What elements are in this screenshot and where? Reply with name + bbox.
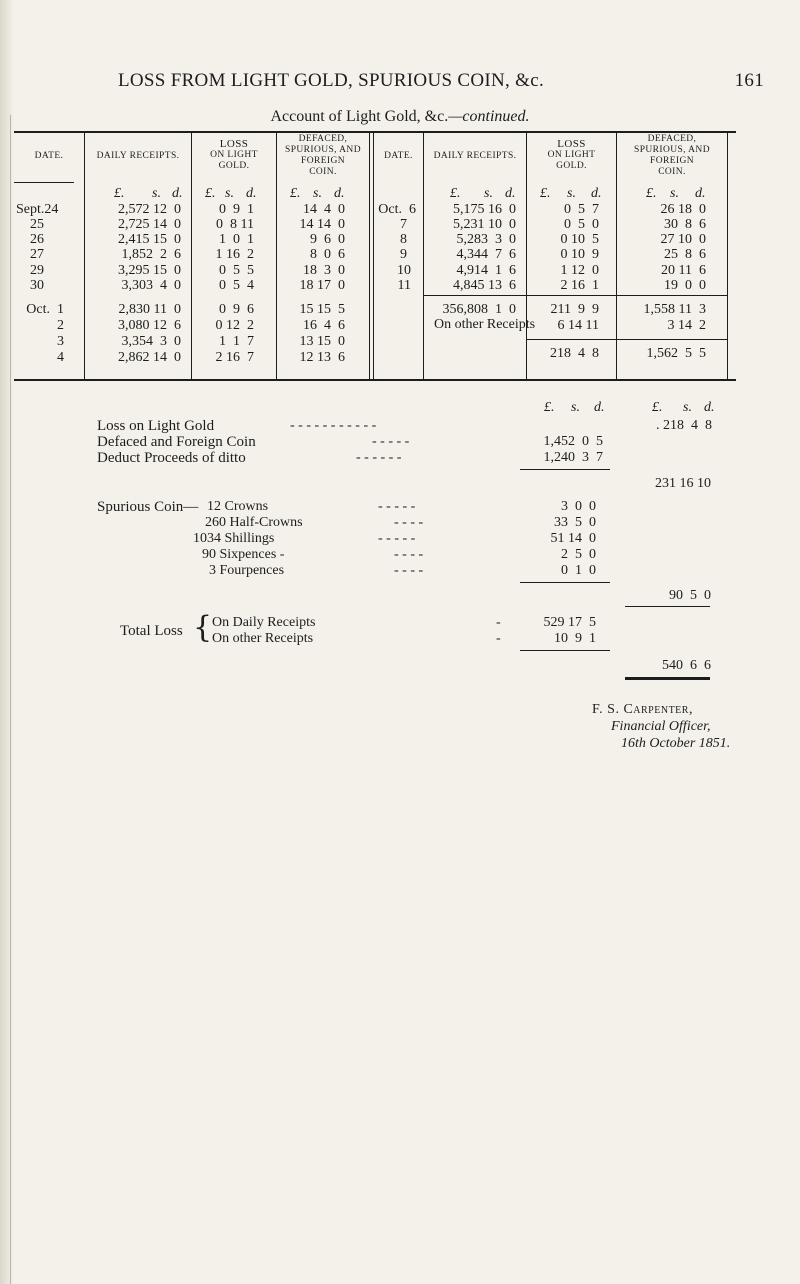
row-receipts: 5,283 3 0 [456,232,516,247]
spurious-item-label: 1034 Shillings [193,531,275,546]
row-date: 27 [30,247,44,262]
unit-pence: d. [334,186,345,201]
spurious-label: Spurious Coin— [97,499,199,515]
header-loss-light-gold [527,139,616,172]
unit-pounds: £. [540,186,551,201]
dash-leader: - [496,631,501,646]
header-line: DEFACED, [298,134,348,144]
row-loss: 0 5 0 [564,217,599,232]
dash-leader: - - - - - [372,434,410,449]
row-defaced: 15 15 5 [299,302,345,317]
row-defaced: 18 17 0 [299,278,345,293]
row-date: 8 [400,232,407,247]
row-loss: 1 16 2 [215,247,254,262]
header-line: DEFACED, [647,134,697,144]
subtotal-rule [625,606,710,607]
header-line: LOSS [219,138,249,150]
signature-title: Financial Officer, [611,719,711,734]
loss-sum: 211 9 9 [550,302,599,317]
header-line: ON LIGHT [547,150,596,160]
page-number: 161 [734,70,764,91]
subtitle-continued: —continued. [448,108,530,125]
dash-leader: - - - - [394,515,424,530]
row-defaced: 9 6 0 [310,232,345,247]
row-defaced: 18 3 0 [303,263,345,278]
unit-shillings: s. [567,186,576,201]
grand-total-value: 540 6 6 [662,658,711,673]
header-line: GOLD. [556,161,587,171]
row-loss: 0 10 5 [560,232,599,247]
row-loss: 0 9 6 [219,302,254,317]
subtotal-rule [520,582,610,583]
spurious-total-value: 90 5 0 [669,588,711,603]
unit-shillings: s. [313,186,322,201]
header-date: DATE. [34,151,64,161]
dash-leader: - - - - - [378,499,416,514]
row-date: 29 [30,263,44,278]
header-line: FOREIGN [301,156,345,166]
unit-shillings: s. [484,186,493,201]
row-defaced: 20 11 6 [661,263,706,278]
deduct-label: Deduct Proceeds of ditto [97,450,246,466]
unit-pounds: £. [114,186,125,201]
row-receipts: 2,725 14 0 [118,217,181,232]
unit-pence: d. [591,186,602,201]
signature-name: F. S. Carpenter, [592,702,693,717]
spurious-item-value: 51 14 0 [550,531,596,546]
running-head-title: LOSS FROM LIGHT GOLD, SPURIOUS COIN, &c. [118,70,544,91]
unit-shillings: s. [225,186,234,201]
totals-rule [424,295,727,296]
row-receipts: 5,175 16 0 [453,202,516,217]
header-date: DATE. [384,151,413,161]
row-defaced: 16 4 6 [303,318,345,333]
unit-pence: d. [695,186,706,201]
table-bottom-rule [14,379,736,381]
col-divider [84,133,85,379]
row-receipts: 1,852 2 6 [121,247,181,262]
row-date: 9 [400,247,407,262]
row-receipts: 4,344 7 6 [456,247,516,262]
spurious-item-label: 3 Fourpences [209,563,285,578]
row-defaced: 30 8 6 [664,217,706,232]
subtotal-rule [520,650,610,651]
header-line: COIN. [309,167,337,177]
row-date: Oct. 6 [378,202,416,217]
total-loss-item-value: 529 17 5 [543,615,596,630]
row-defaced: 25 8 6 [664,247,706,262]
row-date: 4 [57,350,64,365]
row-loss: 0 5 5 [219,263,254,278]
subtitle-main: Account of Light Gold, &c. [270,108,449,125]
header-line: COIN. [658,167,686,177]
row-receipts: 4,845 13 6 [453,278,516,293]
row-date: 11 [397,278,411,293]
unit-shillings: s. [670,186,679,201]
row-date: 7 [400,217,407,232]
defaced-foreign-value: 1,452 0 5 [543,434,603,449]
row-receipts: 4,914 1 6 [456,263,516,278]
grand-rule [527,339,727,340]
row-date: Sept.24 [16,202,59,217]
brace-icon: { [193,610,213,645]
header-line: SPURIOUS, AND [285,145,361,155]
row-receipts: 3,080 12 6 [118,318,181,333]
signature-date-day: 16th [621,736,646,751]
row-defaced: 27 10 0 [660,232,706,247]
row-defaced: 19 0 0 [664,278,706,293]
row-loss: 0 9 1 [219,202,254,217]
unit-shillings: s. [152,186,161,201]
header-loss-light-gold [192,139,276,172]
row-receipts: 3,303 4 0 [121,278,181,293]
row-loss: 2 16 7 [215,350,254,365]
dash-leader: - - - - - [378,531,416,546]
double-rule [625,677,710,680]
header-line: LOSS [557,138,586,150]
unit-pounds: £. [450,186,461,201]
row-defaced: 14 4 0 [303,202,345,217]
unit-pounds: £. [646,186,657,201]
row-loss: 0 5 7 [564,202,599,217]
header-line: ON LIGHT [210,150,258,160]
header-daily-receipts: DAILY RECEIPTS. [433,151,517,161]
row-receipts: 2,830 11 0 [118,302,181,317]
other-receipts-label: On other Receipts [434,317,536,332]
dash-leader: - - - - [394,547,424,562]
header-defaced [277,134,369,178]
unit-pounds: £. [290,186,301,201]
signature-date-rest: October 1851. [649,736,731,751]
unit-shillings: s. [683,400,692,415]
unit-shillings: s. [571,400,580,415]
spurious-item-label: 260 Half-Crowns [205,515,303,530]
defaced-sum: 1,558 11 3 [643,302,706,317]
row-receipts: 2,862 14 0 [118,350,181,365]
total-loss-label: Total Loss [120,623,183,639]
unit-pence: d. [505,186,516,201]
loss-total: 218 4 8 [550,346,599,361]
loss-light-gold-value: . 218 4 8 [656,418,712,433]
page-subtitle [0,108,800,126]
row-receipts: 2,415 15 0 [118,232,181,247]
unit-pounds: £. [544,400,555,415]
unit-pence: d. [246,186,257,201]
unit-pounds: £. [652,400,663,415]
table-top-rule [14,131,736,133]
gutter-rule [10,115,11,1284]
defaced-other: 3 14 2 [667,318,706,333]
loss-light-gold-label: Loss on Light Gold [97,418,215,434]
row-receipts: 3,354 3 0 [121,334,181,349]
deduct-value: 1,240 3 7 [543,450,603,465]
row-loss: 0 8 11 [216,217,254,232]
unit-pence: d. [172,186,183,201]
receipts-total: 356,808 1 0 [442,302,516,317]
defaced-net-value: 231 16 10 [655,476,711,491]
row-date: 3 [57,334,64,349]
total-loss-item-label: On Daily Receipts [212,615,316,630]
dash-leader: - - - - - - [356,450,402,465]
row-date: 2 [57,318,64,333]
dash-leader: - [496,615,501,630]
unit-pence: d. [594,400,605,415]
spurious-item-label: 12 Crowns [207,499,269,514]
row-loss: 0 10 9 [560,247,599,262]
row-loss: 2 16 1 [560,278,599,293]
row-receipts: 5,231 10 0 [453,217,516,232]
dash-leader: - - - - [394,563,424,578]
row-defaced: 13 15 0 [299,334,345,349]
col-divider [369,133,370,379]
col-divider [727,133,728,379]
row-loss: 1 1 7 [219,334,254,349]
header-defaced [617,134,727,178]
row-date: 26 [30,232,44,247]
row-loss: 1 0 1 [219,232,254,247]
dash-leader: - - - - - - - - - - - [290,418,377,433]
spurious-item-value: 2 5 0 [561,547,596,562]
row-loss: 0 5 4 [219,278,254,293]
spurious-item-value: 33 5 0 [554,515,596,530]
total-loss-item-value: 10 9 1 [554,631,596,646]
unit-pence: d. [704,400,715,415]
header-line: FOREIGN [650,156,694,166]
row-date: 25 [30,217,44,232]
row-date: 10 [397,263,411,278]
row-receipts: 2,572 12 0 [118,202,181,217]
spurious-item-label: 90 Sixpences - [202,547,285,562]
total-loss-item-label: On other Receipts [212,631,314,646]
spurious-item-value: 0 1 0 [561,563,596,578]
defaced-total: 1,562 5 5 [646,346,706,361]
row-receipts: 3,295 15 0 [118,263,181,278]
spurious-item-value: 3 0 0 [561,499,596,514]
row-defaced: 14 14 0 [299,217,345,232]
header-line: SPURIOUS, AND [634,145,710,155]
defaced-foreign-label: Defaced and Foreign Coin [97,434,256,450]
row-loss: 1 12 0 [560,263,599,278]
loss-other: 6 14 11 [557,318,599,333]
row-defaced: 26 18 0 [660,202,706,217]
row-date: 30 [30,278,44,293]
row-defaced: 8 0 6 [310,247,345,262]
subtotal-rule [520,469,610,470]
header-daily-receipts: DAILY RECEIPTS. [96,151,180,161]
row-date: Oct. 1 [26,302,64,317]
signature-date [621,736,730,752]
row-loss: 0 12 2 [215,318,254,333]
header-rule [14,182,74,183]
header-line: GOLD. [218,161,250,171]
row-defaced: 12 13 6 [299,350,345,365]
page-gutter-shadow [0,0,14,1284]
unit-pounds: £. [205,186,216,201]
